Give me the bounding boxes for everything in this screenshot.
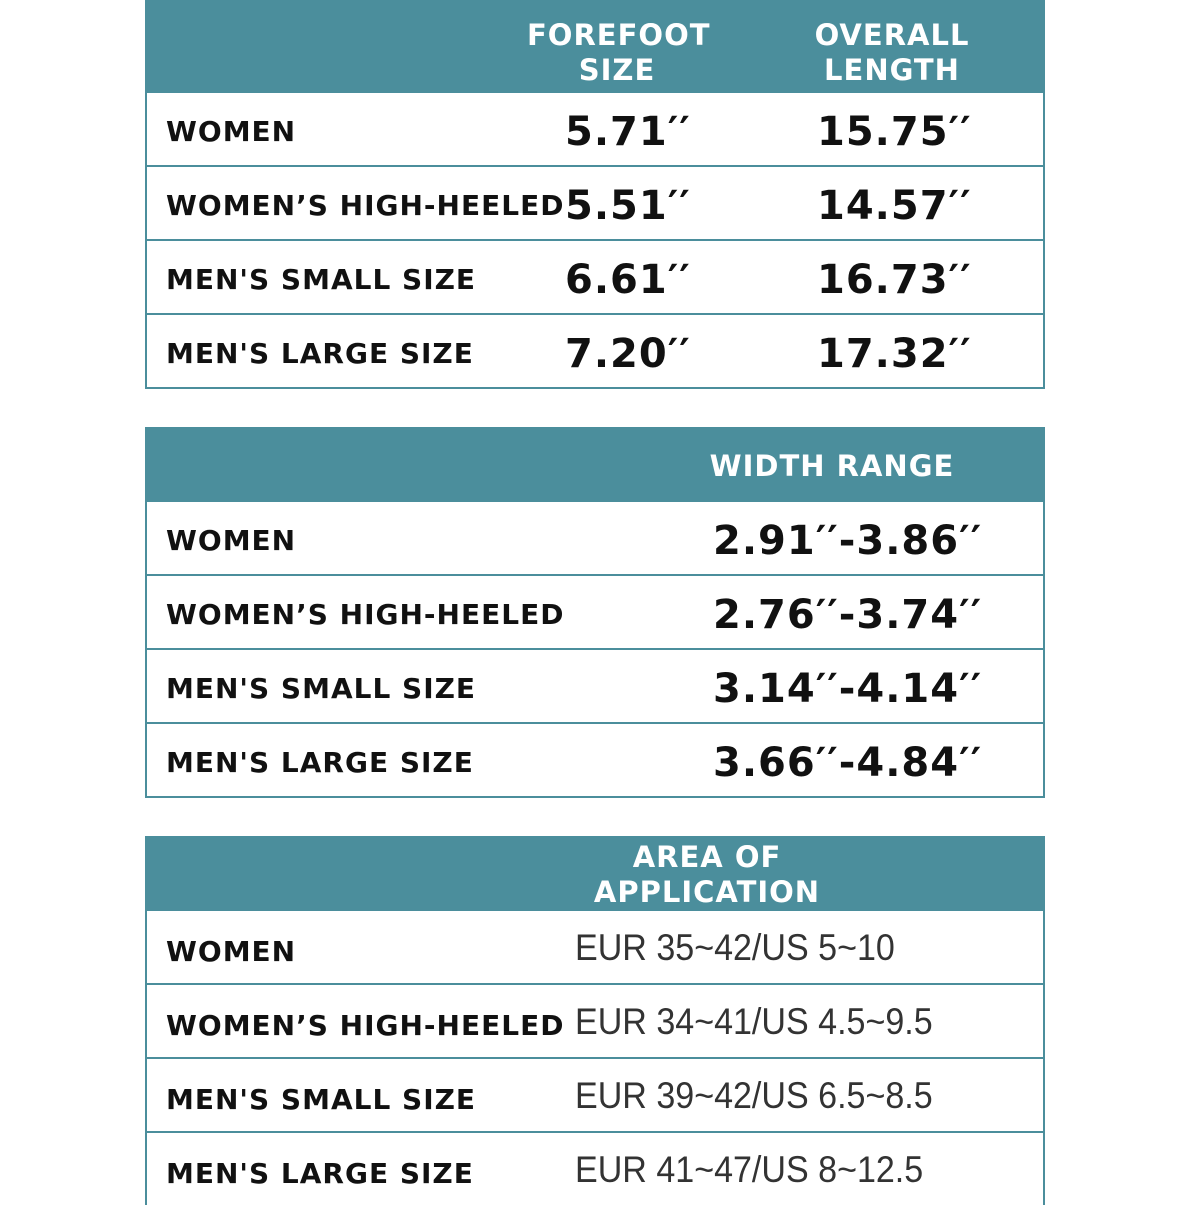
row-label: MEN'S SMALL SIZE bbox=[166, 263, 477, 296]
row-label: WOMEN’S HIGH-HEELED bbox=[166, 598, 565, 631]
row-label: WOMEN’S HIGH-HEELED bbox=[166, 189, 565, 222]
table-row bbox=[147, 911, 1043, 985]
width-value: 3.66′′-4.84′′ bbox=[713, 740, 983, 786]
row-label: MEN'S LARGE SIZE bbox=[166, 337, 474, 370]
header-width-range: WIDTH RANGE bbox=[709, 449, 955, 483]
forefoot-value: 5.51′′ bbox=[565, 183, 691, 229]
row-label: MEN'S SMALL SIZE bbox=[166, 672, 477, 705]
table-row bbox=[147, 650, 1043, 724]
table-row bbox=[147, 167, 1043, 241]
table-row bbox=[147, 502, 1043, 576]
header-area-of-application: AREA OF APPLICATION bbox=[593, 840, 821, 909]
table-row bbox=[147, 985, 1043, 1059]
forefoot-value: 7.20′′ bbox=[565, 331, 691, 377]
width-range-table bbox=[145, 427, 1045, 798]
row-label: MEN'S LARGE SIZE bbox=[166, 746, 474, 779]
table-row bbox=[147, 241, 1043, 315]
row-label: WOMEN bbox=[166, 935, 297, 968]
width-value: 3.14′′-4.14′′ bbox=[713, 666, 983, 712]
forefoot-value: 6.61′′ bbox=[565, 257, 691, 303]
header-overall-length: OVERALL LENGTH bbox=[814, 18, 970, 87]
area-of-application-table bbox=[145, 836, 1045, 1205]
area-value: EUR 41~47/US 8~12.5 bbox=[575, 1149, 924, 1190]
table-header bbox=[147, 0, 1043, 93]
row-label: MEN'S LARGE SIZE bbox=[166, 1157, 474, 1190]
width-value: 2.76′′-3.74′′ bbox=[713, 592, 983, 638]
table-row bbox=[147, 724, 1043, 798]
area-value: EUR 34~41/US 4.5~9.5 bbox=[575, 1001, 933, 1042]
header-forefoot-size: FOREFOOT SIZE bbox=[527, 18, 711, 87]
length-value: 17.32′′ bbox=[817, 331, 972, 377]
table-row bbox=[147, 315, 1043, 389]
length-value: 14.57′′ bbox=[817, 183, 972, 229]
row-label: WOMEN’S HIGH-HEELED bbox=[166, 1009, 565, 1042]
row-label: WOMEN bbox=[166, 115, 297, 148]
length-value: 16.73′′ bbox=[817, 257, 972, 303]
table-row bbox=[147, 576, 1043, 650]
width-value: 2.91′′-3.86′′ bbox=[713, 518, 983, 564]
table-row bbox=[147, 93, 1043, 167]
table-row bbox=[147, 1059, 1043, 1133]
table-row bbox=[147, 1133, 1043, 1205]
row-label: MEN'S SMALL SIZE bbox=[166, 1083, 477, 1116]
forefoot-length-table bbox=[145, 0, 1045, 389]
forefoot-value: 5.71′′ bbox=[565, 109, 691, 155]
row-label: WOMEN bbox=[166, 524, 297, 557]
area-value: EUR 35~42/US 5~10 bbox=[575, 927, 895, 968]
area-value: EUR 39~42/US 6.5~8.5 bbox=[575, 1075, 933, 1116]
table-header bbox=[147, 836, 1043, 911]
table-header bbox=[147, 427, 1043, 502]
length-value: 15.75′′ bbox=[817, 109, 972, 155]
